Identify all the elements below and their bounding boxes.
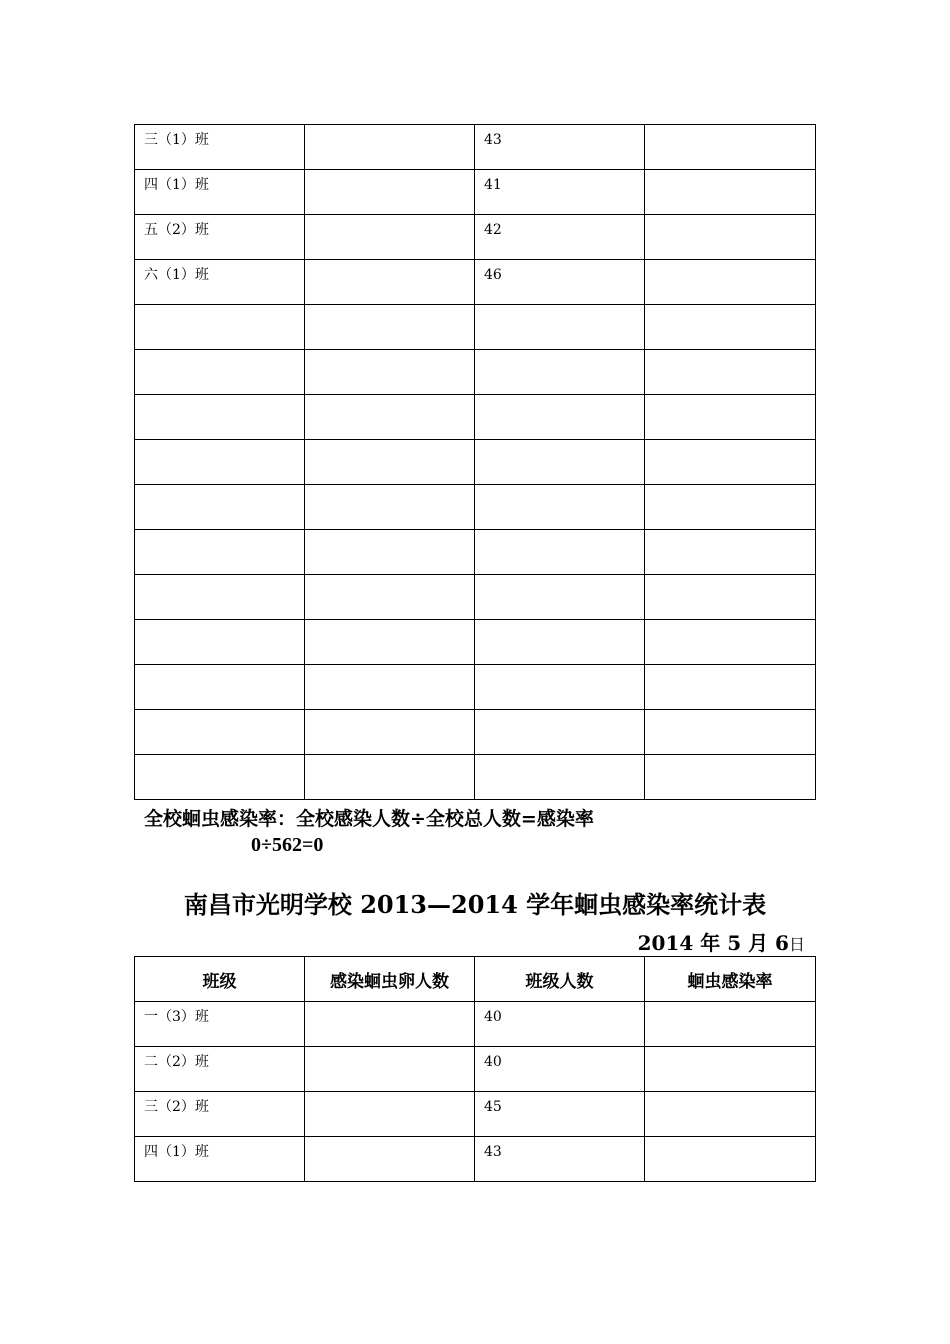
cell-text (645, 170, 815, 175)
cell-text (645, 620, 815, 625)
cell-text (645, 440, 815, 445)
table-cell (475, 530, 645, 575)
table-cell (135, 575, 305, 620)
cell-text (305, 530, 474, 535)
table-cell (475, 575, 645, 620)
table-cell (135, 440, 305, 485)
cell-text (305, 665, 474, 670)
table-cell (135, 1002, 305, 1047)
cell-text (305, 395, 474, 400)
cell-text (135, 710, 304, 715)
cell-text (305, 710, 474, 715)
cell-text (305, 1137, 474, 1142)
cell-text (305, 170, 474, 175)
cell-text (645, 665, 815, 670)
cell-text (135, 305, 304, 310)
table-cell (475, 620, 645, 665)
table-row (135, 1002, 816, 1047)
cell-text (135, 755, 304, 760)
cell-text (475, 440, 644, 445)
cell-text (475, 665, 644, 670)
cell-text: 40 (484, 1009, 502, 1025)
table-row (135, 170, 816, 215)
cell-text: 43 (484, 1144, 502, 1160)
cell-text (305, 125, 474, 130)
report-date-day-suffix: 日 (788, 935, 805, 954)
cell-text (475, 305, 644, 310)
cell-text (475, 710, 644, 715)
table-cell (475, 665, 645, 710)
table-cell (645, 710, 816, 755)
cell-text (645, 530, 815, 535)
table-row (135, 530, 816, 575)
cell-text: 六（1）班 (144, 267, 209, 283)
table-cell (645, 350, 816, 395)
table-cell (305, 1047, 475, 1092)
table-cell (645, 755, 816, 800)
table-cell (135, 395, 305, 440)
cell-text (305, 350, 474, 355)
cell-text (645, 125, 815, 130)
table-cell (305, 395, 475, 440)
table-cell (305, 575, 475, 620)
table-cell (305, 530, 475, 575)
school-infection-rate-text: 全校蛔虫感染率：全校感染人数÷全校总人数=感染率 (144, 808, 594, 830)
table-cell (305, 125, 475, 170)
cell-text (305, 485, 474, 490)
cell-text (645, 260, 815, 265)
table-row (135, 1137, 816, 1182)
table-row (135, 575, 816, 620)
table-cell (135, 530, 305, 575)
table-cell (645, 395, 816, 440)
cell-text: 46 (484, 267, 502, 283)
table-title: 南昌市光明学校 2013—2014 学年蛔虫感染率统计表 (183, 890, 767, 919)
table-row (135, 485, 816, 530)
table-header-row (135, 957, 816, 1002)
table-cell (305, 620, 475, 665)
cell-text (135, 530, 304, 535)
cell-text (305, 1002, 474, 1007)
cell-text (645, 1092, 815, 1097)
table-row (135, 710, 816, 755)
table-cell (135, 125, 305, 170)
header-infection-rate: 蛔虫感染率 (645, 957, 816, 1002)
cell-text: 41 (484, 177, 502, 193)
table-cell (475, 305, 645, 350)
cell-text (135, 440, 304, 445)
table-cell (305, 350, 475, 395)
cell-text: 三（2）班 (144, 1099, 209, 1115)
cell-text (645, 395, 815, 400)
table-cell (645, 170, 816, 215)
table-cell (475, 1092, 645, 1137)
cell-text (305, 1047, 474, 1052)
infection-rate-formula: 0÷562=0 (251, 834, 324, 856)
table-cell (305, 215, 475, 260)
table-cell (645, 305, 816, 350)
table-row (135, 395, 816, 440)
table-cell (645, 530, 816, 575)
table-cell (645, 575, 816, 620)
cell-text (135, 350, 304, 355)
table-cell (135, 755, 305, 800)
cell-text (475, 755, 644, 760)
table-row (135, 125, 816, 170)
table-cell (475, 125, 645, 170)
infection-rate-table (134, 956, 816, 1182)
cell-text (645, 215, 815, 220)
table-cell (645, 1137, 816, 1182)
table-cell (645, 1092, 816, 1137)
table-cell (645, 125, 816, 170)
cell-text: 40 (484, 1054, 502, 1070)
table-cell (475, 260, 645, 305)
table-cell (135, 485, 305, 530)
table-cell (135, 350, 305, 395)
cell-text (645, 1137, 815, 1142)
cell-text (645, 485, 815, 490)
table-row (135, 755, 816, 800)
cell-text (645, 575, 815, 580)
header-class-size: 班级人数 (475, 957, 645, 1002)
cell-text (475, 485, 644, 490)
report-date-value: 2014 年 5 月 6 (637, 931, 789, 955)
table-cell (475, 350, 645, 395)
table-cell (645, 665, 816, 710)
cell-text (135, 665, 304, 670)
table-cell (135, 620, 305, 665)
cell-text (135, 485, 304, 490)
cell-text (305, 260, 474, 265)
table-cell (475, 485, 645, 530)
table-row (135, 620, 816, 665)
table-cell (475, 755, 645, 800)
table-cell (645, 440, 816, 485)
cell-text (645, 710, 815, 715)
cell-text (305, 620, 474, 625)
table-cell (475, 215, 645, 260)
cell-text (305, 1092, 474, 1097)
cell-text (645, 1047, 815, 1052)
table-cell (305, 485, 475, 530)
cell-text (645, 755, 815, 760)
cell-text: 42 (484, 222, 502, 238)
cell-text (645, 305, 815, 310)
cell-text (645, 1002, 815, 1007)
table-cell (305, 755, 475, 800)
table-cell (475, 440, 645, 485)
cell-text: 一（3）班 (144, 1009, 209, 1025)
cell-text (475, 350, 644, 355)
table-cell (305, 665, 475, 710)
header-infected-count: 感染蛔虫卵人数 (305, 957, 475, 1002)
cell-text: 三（1）班 (144, 132, 209, 148)
table-cell (135, 665, 305, 710)
table-cell (135, 305, 305, 350)
cell-text (305, 305, 474, 310)
cell-text (305, 215, 474, 220)
table-cell (645, 260, 816, 305)
table-cell (135, 710, 305, 755)
table2-body (135, 1002, 816, 1182)
table-row (135, 1092, 816, 1137)
table-cell (305, 170, 475, 215)
cell-text (645, 350, 815, 355)
table-cell (305, 1002, 475, 1047)
table-cell (305, 305, 475, 350)
table-row (135, 1047, 816, 1092)
table-cell (135, 1137, 305, 1182)
table-cell (475, 710, 645, 755)
table1-body (135, 125, 816, 800)
infection-table-continued (134, 124, 816, 800)
table-cell (645, 1047, 816, 1092)
table-cell (135, 215, 305, 260)
table-cell (305, 1092, 475, 1137)
cell-text (475, 395, 644, 400)
table-cell (475, 1047, 645, 1092)
cell-text: 五（2）班 (144, 222, 209, 238)
table-cell (645, 620, 816, 665)
cell-text: 二（2）班 (144, 1054, 209, 1070)
header-class: 班级 (135, 957, 305, 1002)
table-row (135, 350, 816, 395)
table-cell (645, 215, 816, 260)
cell-text (305, 440, 474, 445)
table-cell (305, 710, 475, 755)
cell-text: 45 (484, 1099, 502, 1115)
cell-text (135, 395, 304, 400)
cell-text (305, 755, 474, 760)
table-row (135, 665, 816, 710)
cell-text (135, 575, 304, 580)
table-cell (645, 485, 816, 530)
cell-text (305, 575, 474, 580)
table-row (135, 215, 816, 260)
table-cell (135, 170, 305, 215)
table-cell (305, 1137, 475, 1182)
cell-text: 四（1）班 (144, 177, 209, 193)
table-cell (475, 1137, 645, 1182)
table-cell (645, 1002, 816, 1047)
table-cell (305, 440, 475, 485)
cell-text (475, 575, 644, 580)
cell-text (475, 620, 644, 625)
table-cell (475, 395, 645, 440)
table-cell (135, 1047, 305, 1092)
table-cell (475, 1002, 645, 1047)
table-cell (135, 260, 305, 305)
table-cell (475, 170, 645, 215)
cell-text: 四（1）班 (144, 1144, 209, 1160)
cell-text: 43 (484, 132, 502, 148)
cell-text (135, 620, 304, 625)
cell-text (475, 530, 644, 535)
table-cell (135, 1092, 305, 1137)
table-row (135, 260, 816, 305)
table-row (135, 440, 816, 485)
table-row (135, 305, 816, 350)
table-cell (305, 260, 475, 305)
